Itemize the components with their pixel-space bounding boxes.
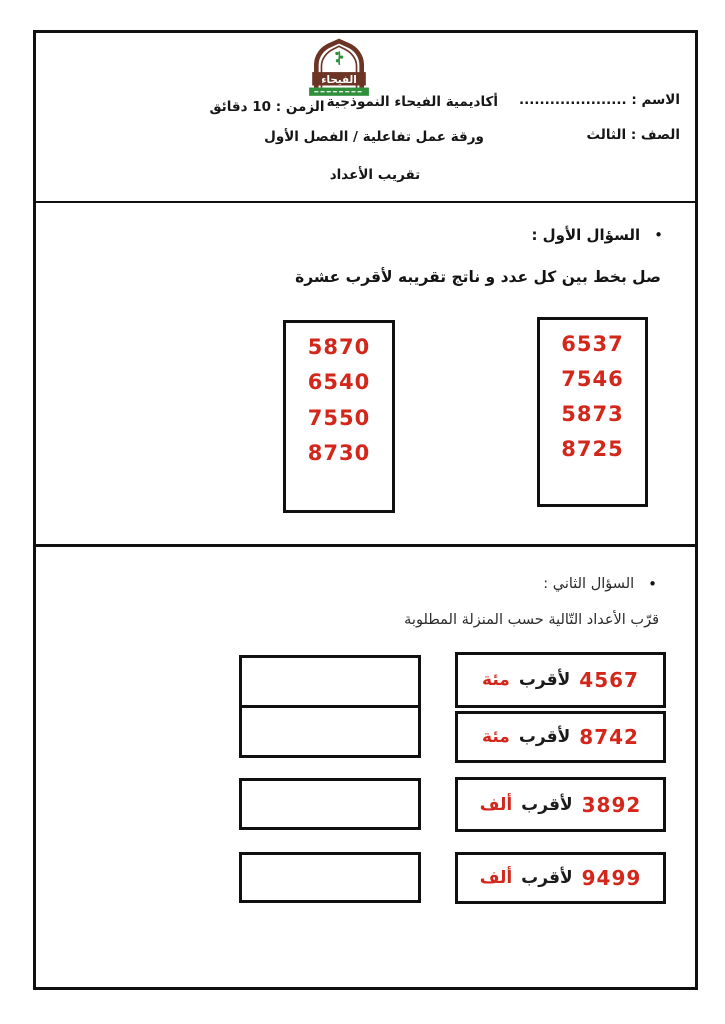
prompt-number: 9499 — [581, 866, 642, 890]
prompt-number: 3892 — [581, 792, 642, 817]
match-number[interactable]: 6537 — [561, 332, 624, 356]
question2-heading — [543, 576, 657, 592]
match-number[interactable]: 7546 — [561, 367, 624, 391]
match-number[interactable]: 6540 — [307, 370, 371, 395]
rounding-prompt-box — [455, 852, 666, 904]
section-divider-line — [33, 544, 698, 547]
grade-label: الصف : الثالث — [586, 127, 680, 143]
prompt-place-value: مئة — [482, 670, 510, 690]
logo-wordmark: الفيحاء — [321, 73, 357, 86]
student-name-field[interactable]: الاسم : ..................... — [518, 92, 680, 108]
prompt-connector: لأقرب — [518, 727, 571, 747]
prompt-connector: لأقرب — [521, 794, 573, 815]
question1-title: السؤال الأول : — [531, 226, 641, 244]
bullet-icon: • — [654, 225, 663, 244]
prompt-number: 8742 — [579, 725, 639, 749]
rounding-prompt-box — [455, 777, 666, 832]
match-number[interactable]: 8725 — [561, 437, 624, 461]
prompt-connector: لأقرب — [518, 670, 571, 690]
prompt-place-value: ألف — [479, 794, 513, 815]
question2-title: السؤال الثاني : — [543, 576, 635, 592]
academy-logo-icon — [306, 38, 372, 100]
rounding-prompt-box — [455, 652, 666, 708]
question1-numbers-box-left — [283, 320, 395, 513]
match-number[interactable]: 7550 — [307, 405, 371, 430]
answer-box[interactable] — [239, 852, 421, 903]
answer-box[interactable] — [239, 655, 421, 708]
question1-numbers-box-right — [537, 317, 648, 507]
match-number[interactable]: 8730 — [307, 440, 371, 465]
lesson-topic-label: تقريب الأعداد — [329, 167, 421, 183]
worksheet-type-label: ورقة عمل تفاعلية / الفصل الأول — [264, 129, 484, 145]
question1-instruction: صل بخط بين كل عدد و ناتج تقريبه لأقرب عشرة — [295, 268, 661, 286]
answer-box[interactable] — [239, 705, 421, 758]
prompt-connector: لأقرب — [521, 868, 573, 888]
prompt-place-value: ألف — [479, 868, 513, 888]
match-number[interactable]: 5870 — [307, 335, 371, 359]
time-allowed-label: الزمن : 10 دقائق — [209, 99, 325, 115]
question2-instruction: قرّب الأعداد التّالية حسب المنزلة المطلوبة — [404, 612, 659, 628]
bullet-icon: • — [648, 574, 657, 593]
rounding-prompt-box — [455, 711, 666, 763]
header-divider-line — [33, 201, 698, 203]
match-number[interactable]: 5873 — [561, 402, 624, 426]
academy-title: أكاديمية الفيحاء النموذجية — [326, 94, 498, 110]
question1-heading — [531, 226, 663, 244]
prompt-place-value: مئة — [482, 727, 510, 747]
prompt-number: 4567 — [579, 668, 639, 692]
answer-box[interactable] — [239, 778, 421, 830]
